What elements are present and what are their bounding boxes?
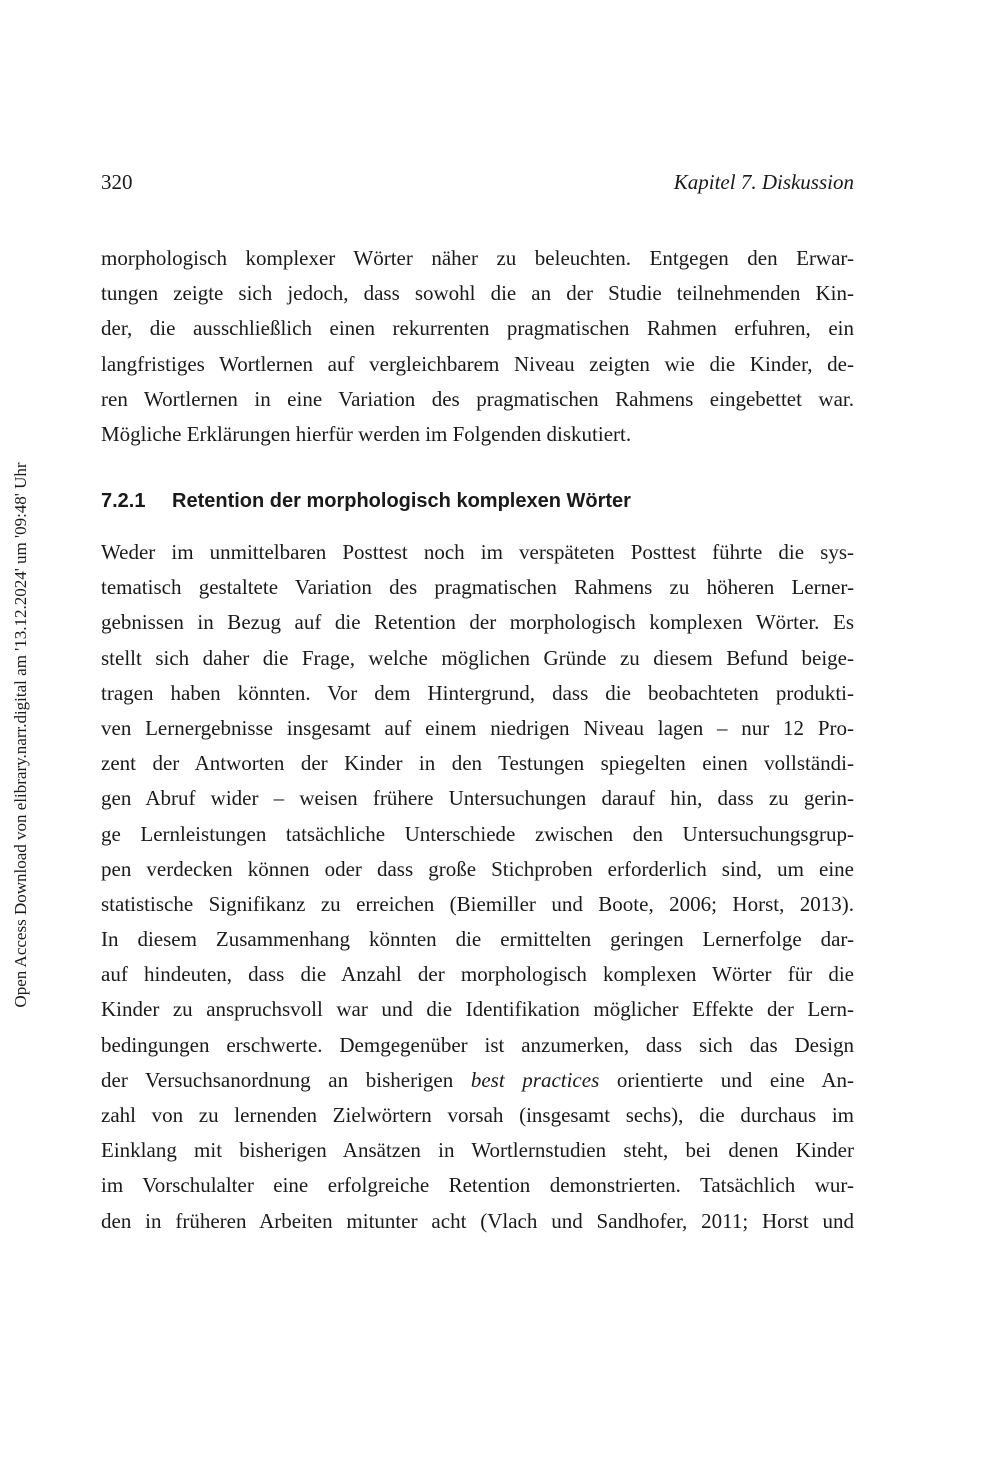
text-line: auf hindeuten, dass die Anzahl der morphologisch komplexen Wörter für die xyxy=(101,962,854,987)
section-heading xyxy=(101,486,854,516)
text-line: ven Lernergebnisse insgesamt auf einem niedrigen Niveau lagen – nur 12 Pro- xyxy=(101,715,854,740)
text-line: gebnissen in Bezug auf die Retention der morphologisch komplexen Wörter. Es xyxy=(101,610,854,635)
page-number: 320 xyxy=(101,170,133,194)
text-line: tungen zeigte sich jedoch, dass sowohl die an der Studie teilnehmenden Kin- xyxy=(101,281,854,306)
text-line: gen Abruf wider – weisen frühere Untersuchungen darauf hin, dass zu gerin- xyxy=(101,786,854,811)
download-watermark: Open Access Download von elibrary.narr.digital am '13.12.2024' um '09:48' Uhr xyxy=(11,462,30,1008)
text-line: statistische Signifikanz zu erreichen (Biemiller und Boote, 2006; Horst, 2013). xyxy=(101,891,854,916)
text-line: den in früheren Arbeiten mitunter acht (Vlach und Sandhofer, 2011; Horst und xyxy=(101,1208,854,1233)
text-fragment: der Versuchsanordnung an bisherigen xyxy=(101,1067,471,1092)
text-line: langfristiges Wortlernen auf vergleichbarem Niveau zeigten wie die Kinder, de- xyxy=(101,351,854,376)
text-fragment: orientierte und eine An- xyxy=(599,1067,854,1092)
text-line: ge Lernleistungen tatsächliche Unterschiede zwischen den Untersuchungsgrup- xyxy=(101,821,854,846)
text-line: pen verdecken können oder dass große Stichproben erforderlich sind, um eine xyxy=(101,856,854,881)
emphasis: best practices xyxy=(470,1067,600,1092)
text-line: stellt sich daher die Frage, welche möglichen Gründe zu diesem Befund beige- xyxy=(101,645,854,670)
text-line: zent der Antworten der Kinder in den Testungen spiegelten einen vollständi- xyxy=(101,751,854,776)
text-line: bedingungen erschwerte. Demgegenüber ist anzumerken, dass sich das Design xyxy=(101,1032,854,1057)
text-line: Einklang mit bisherigen Ansätzen in Wortlernstudien steht, bei denen Kinder xyxy=(101,1138,854,1163)
text-line: In diesem Zusammenhang könnten die ermittelten geringen Lernerfolge dar- xyxy=(101,927,854,952)
text-line: zahl von zu lernenden Zielwörtern vorsah (insgesamt sechs), die durchaus im xyxy=(101,1103,854,1127)
text-line: tragen haben könnten. Vor dem Hintergrund, dass die beobachteten produkti- xyxy=(101,680,854,705)
text-line: ren Wortlernen in eine Variation des pragmatischen Rahmens eingebettet war. xyxy=(101,386,854,411)
paragraph-intro xyxy=(101,241,854,452)
text-line xyxy=(101,1063,854,1098)
section-number: 7.2.1 xyxy=(101,490,146,512)
text-line: morphologisch komplexer Wörter näher zu beleuchten. Entgegen den Erwar- xyxy=(101,246,854,270)
text-line: Mögliche Erklärungen hierfür werden im Folgenden diskutiert. xyxy=(101,421,632,446)
text-line: im Vorschulalter eine erfolgreiche Retention demonstrierten. Tatsächlich wur- xyxy=(101,1173,854,1198)
paragraph-retention xyxy=(101,535,854,1239)
text-line: tematisch gestaltete Variation des pragmatischen Rahmens zu höheren Lerner- xyxy=(101,575,854,600)
section-title: Retention der morphologisch komplexen Wörter xyxy=(172,490,631,512)
running-head: Kapitel 7. Diskussion xyxy=(673,170,854,194)
text-line: der, die ausschließlich einen rekurrenten pragmatischen Rahmen erfuhren, ein xyxy=(101,316,854,341)
text-line: Weder im unmittelbaren Posttest noch im verspäteten Posttest führte die sys- xyxy=(101,540,854,564)
text-line: Kinder zu anspruchsvoll war und die Identifikation möglicher Effekte der Lern- xyxy=(101,997,854,1022)
